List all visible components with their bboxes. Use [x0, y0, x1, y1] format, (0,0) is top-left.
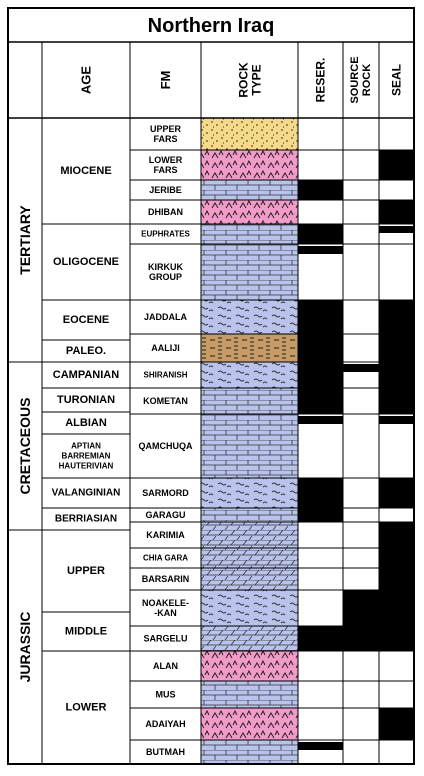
formation-label: ALAN [153, 661, 178, 671]
header-seal: SEAL [389, 63, 404, 97]
age-label: BERRIASIAN [54, 513, 118, 525]
era-label: TERTIARY [17, 205, 33, 275]
age-label: APTIAN [71, 441, 101, 451]
formation-label: KIRKUK [148, 262, 183, 272]
formation-label: KARIMIA [146, 530, 185, 540]
seal-indicator [379, 300, 414, 334]
seal-indicator [379, 362, 414, 388]
header-rock-type: ROCK [236, 62, 251, 98]
seal-indicator [379, 548, 414, 568]
rock-pattern [201, 388, 298, 414]
header-age: AGE [78, 65, 94, 95]
formation-label: SARMORD [142, 488, 189, 498]
rock-pattern [201, 414, 298, 478]
formation-label: CHIA GARA [142, 553, 189, 563]
header-reservoir: RESER. [313, 57, 328, 103]
age-label: CAMPANIAN [52, 369, 120, 381]
rock-pattern [201, 548, 298, 568]
rock-pattern [201, 224, 298, 244]
seal-indicator [379, 388, 414, 414]
formation-label: JADDALA [143, 312, 188, 322]
seal-indicator [379, 522, 414, 548]
formation-label: GROUP [148, 272, 183, 282]
formation-label: MUS [155, 689, 176, 700]
seal-indicator [379, 708, 414, 740]
seal-indicator [379, 334, 414, 362]
rock-pattern [201, 478, 298, 508]
formation-label: DHIBAN [148, 207, 183, 217]
formation-label: GARAGU [145, 510, 186, 520]
formation-label: QAMCHUQA [138, 441, 193, 451]
age-label: OLIGOCENE [52, 256, 120, 268]
rock-pattern [201, 244, 298, 300]
age-label: BARREMIAN [61, 451, 111, 461]
formation-label: BARSARIN [141, 574, 190, 584]
age-label: PALEO. [65, 345, 107, 357]
age-label: ALBIAN [65, 417, 107, 429]
reservoir-indicator [298, 300, 343, 334]
seal-indicator [379, 416, 414, 424]
rock-pattern [201, 568, 298, 590]
age-label: EOCENE [62, 314, 110, 326]
rock-pattern [201, 590, 298, 626]
reservoir-indicator [298, 626, 343, 651]
reservoir-indicator [298, 388, 343, 414]
rock-pattern [201, 180, 298, 200]
source-rock-indicator [343, 364, 379, 372]
seal-indicator [379, 226, 414, 233]
formation-label: LOWER [148, 155, 183, 165]
seal-indicator [379, 150, 414, 180]
source-rock-indicator [343, 590, 379, 626]
formation-label: AALIJI [151, 343, 180, 353]
seal-indicator [379, 568, 414, 590]
diagram-title: Northern Iraq [147, 15, 275, 37]
formation-label: FARS [153, 134, 178, 144]
formation-label: SHIRANISH [143, 370, 188, 380]
source-rock-indicator [343, 626, 379, 651]
age-label: TURONIAN [56, 394, 116, 406]
formation-label: JERIBE [149, 185, 182, 195]
rock-pattern [201, 740, 298, 764]
rock-pattern [201, 118, 298, 150]
formation-label: BUTMAH [146, 747, 185, 757]
header-rock-type: TYPE [249, 64, 264, 96]
rock-pattern [201, 626, 298, 651]
header-source-rock: ROCK [361, 63, 373, 97]
formation-label: EUPHRATES [141, 229, 190, 239]
formation-label: KOMETAN [143, 396, 188, 406]
rock-pattern [201, 300, 298, 334]
reservoir-indicator [298, 478, 343, 508]
age-label: HAUTERIVIAN [58, 461, 114, 471]
era-label: JURASSIC [17, 611, 33, 683]
reservoir-indicator [298, 362, 343, 388]
formation-label: ADAIYAH [145, 719, 186, 729]
seal-indicator [379, 626, 414, 651]
formation-label: FARS [153, 165, 178, 175]
reservoir-indicator [298, 246, 343, 254]
rock-pattern [201, 708, 298, 740]
rock-pattern [201, 200, 298, 224]
formation-label: -KAN [154, 608, 177, 618]
rock-pattern [201, 334, 298, 362]
reservoir-indicator [298, 508, 343, 522]
reservoir-indicator [298, 224, 343, 244]
era-label: CRETACEOUS [17, 397, 33, 495]
age-label: UPPER [67, 565, 105, 577]
age-label: MIDDLE [64, 625, 108, 638]
rock-pattern [201, 150, 298, 180]
rock-pattern [201, 362, 298, 388]
age-label: MIOCENE [60, 165, 112, 177]
reservoir-indicator [298, 742, 343, 750]
reservoir-indicator [298, 180, 343, 200]
header-fm: FM [158, 70, 173, 90]
age-label: LOWER [65, 701, 107, 714]
seal-indicator [379, 478, 414, 508]
rock-pattern [201, 508, 298, 522]
reservoir-indicator [298, 416, 343, 424]
age-label: VALANGINIAN [51, 487, 121, 499]
formation-label: NOAKELE- [142, 598, 189, 608]
seal-indicator [379, 200, 414, 224]
rock-pattern [201, 522, 298, 548]
formation-label: UPPER [149, 124, 182, 134]
rock-pattern [201, 681, 298, 708]
header-source-rock: SOURCE [349, 56, 361, 104]
reservoir-indicator [298, 334, 343, 362]
seal-indicator [379, 590, 414, 626]
formation-label: SARGELU [143, 633, 188, 644]
rock-pattern [201, 651, 298, 681]
